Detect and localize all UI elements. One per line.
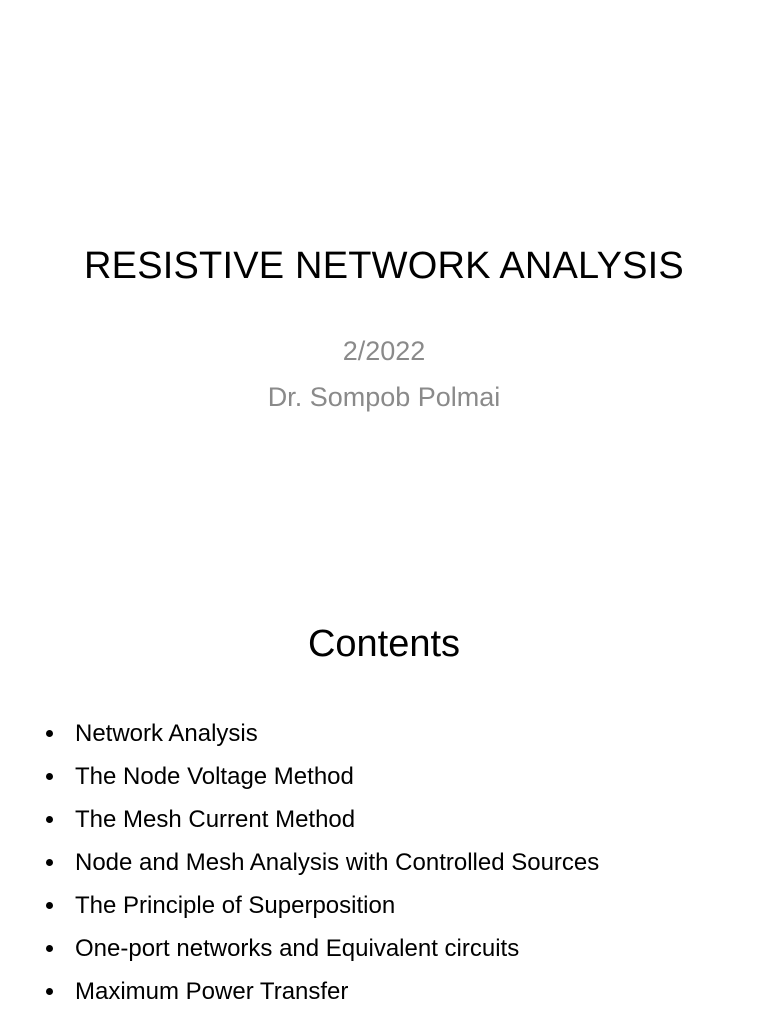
slide-date: 2/2022 [342, 336, 426, 366]
slide-title: RESISTIVE NETWORK ANALYSIS [84, 245, 684, 287]
list-item [42, 798, 599, 841]
list-item [42, 970, 599, 1013]
list-item-label: One-port networks and Equivalent circuits [75, 935, 520, 962]
list-item-label: Network Analysis [75, 720, 258, 747]
contents-list [42, 712, 599, 1013]
list-item-label: The Node Voltage Method [75, 763, 354, 790]
bullet-icon [46, 773, 53, 780]
list-item-label: Maximum Power Transfer [75, 978, 349, 1005]
bullet-icon [46, 945, 53, 952]
contents-title: Contents [307, 623, 461, 665]
bullet-icon [46, 816, 53, 823]
list-item [42, 712, 599, 755]
list-item [42, 927, 599, 970]
bullet-icon [46, 902, 53, 909]
list-item-label: The Mesh Current Method [75, 806, 356, 833]
bullet-icon [46, 988, 53, 995]
list-item [42, 841, 599, 884]
list-item [42, 755, 599, 798]
bullet-icon [46, 730, 53, 737]
bullet-icon [46, 859, 53, 866]
slide-author: Dr. Sompob Polmai [267, 382, 501, 412]
list-item-label: Node and Mesh Analysis with Controlled Sources [75, 849, 600, 876]
contents-slide [0, 512, 768, 1024]
list-item [42, 884, 599, 927]
list-item-label: The Principle of Superposition [75, 892, 396, 919]
